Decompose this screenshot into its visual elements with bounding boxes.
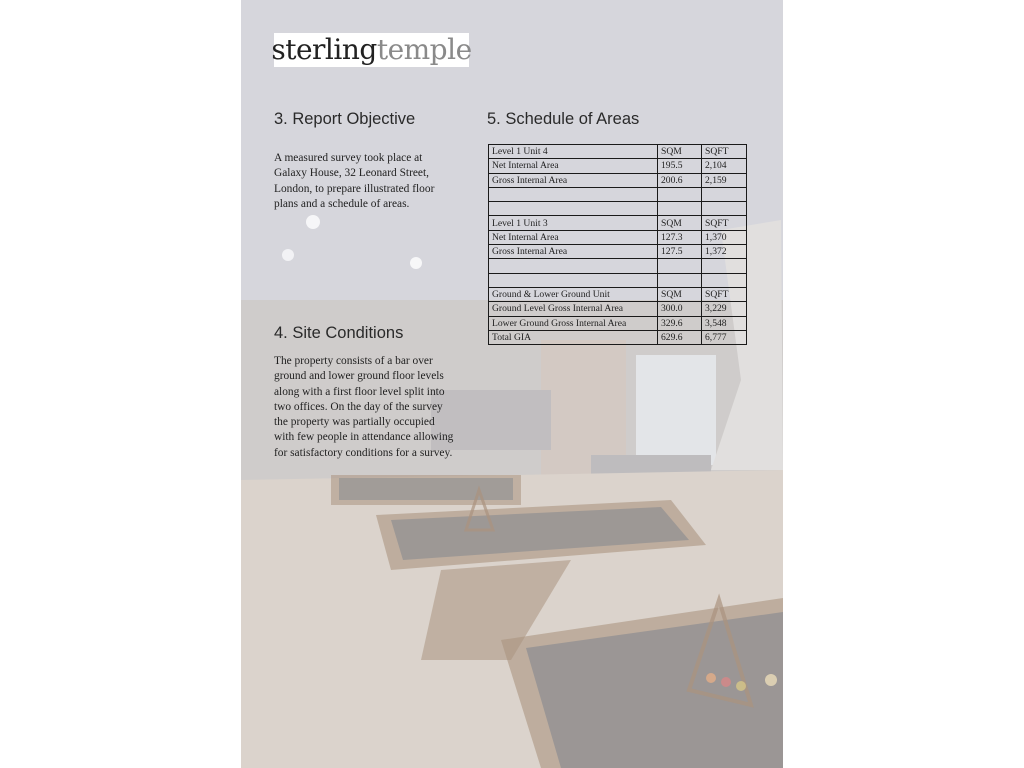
table-cell	[658, 259, 702, 273]
table-cell: Total GIA	[489, 330, 658, 344]
table-cell: Ground & Lower Ground Unit	[489, 287, 658, 301]
table-cell: Net Internal Area	[489, 159, 658, 173]
table-header-row	[489, 216, 747, 230]
table-cell: 1,370	[702, 230, 747, 244]
table-row	[489, 159, 747, 173]
schedule-heading: 5. Schedule of Areas	[487, 110, 640, 128]
table-cell: 2,159	[702, 173, 747, 187]
table-cell	[658, 273, 702, 287]
table-cell: 195.5	[658, 159, 702, 173]
table-cell: 300.0	[658, 302, 702, 316]
table-total-row	[489, 330, 747, 344]
table-cell: SQM	[658, 216, 702, 230]
table-row	[489, 173, 747, 187]
table-cell: Level 1 Unit 4	[489, 145, 658, 159]
table-spacer-row	[489, 202, 747, 216]
logo-light-text: temple	[376, 33, 472, 66]
table-spacer-row	[489, 259, 747, 273]
table-cell	[702, 273, 747, 287]
logo-strong-text: sterling	[271, 33, 377, 66]
table-cell	[702, 187, 747, 201]
table-cell: Lower Ground Gross Internal Area	[489, 316, 658, 330]
table-cell	[658, 202, 702, 216]
table-cell	[658, 187, 702, 201]
schedule-of-areas-table	[488, 144, 747, 345]
table-cell: 200.6	[658, 173, 702, 187]
table-cell: Net Internal Area	[489, 230, 658, 244]
table-row	[489, 245, 747, 259]
table-cell	[489, 273, 658, 287]
table-cell: 329.6	[658, 316, 702, 330]
table-cell	[489, 202, 658, 216]
table-cell: Level 1 Unit 3	[489, 216, 658, 230]
table-cell	[702, 202, 747, 216]
table-cell: Gross Internal Area	[489, 173, 658, 187]
table-spacer-row	[489, 273, 747, 287]
table-cell: 2,104	[702, 159, 747, 173]
table-cell: SQFT	[702, 145, 747, 159]
table-spacer-row	[489, 187, 747, 201]
table-cell: 127.5	[658, 245, 702, 259]
table-cell: 3,548	[702, 316, 747, 330]
table-header-row	[489, 145, 747, 159]
table-cell: 629.6	[658, 330, 702, 344]
table-cell	[489, 259, 658, 273]
table-cell: 1,372	[702, 245, 747, 259]
report-objective-body: A measured survey took place at Galaxy House, 32 Leonard Street, London, to prepare illustrated floor plans and a schedule of areas.	[274, 152, 435, 210]
table-cell: 6,777	[702, 330, 747, 344]
table-cell	[489, 187, 658, 201]
table-cell: SQM	[658, 145, 702, 159]
report-objective-heading: 3. Report Objective	[274, 110, 416, 128]
table-cell	[702, 259, 747, 273]
table-header-row	[489, 287, 747, 301]
site-conditions-heading: 4. Site Conditions	[274, 324, 404, 342]
table-cell: 3,229	[702, 302, 747, 316]
table-cell: SQM	[658, 287, 702, 301]
table-cell: Gross Internal Area	[489, 245, 658, 259]
document-page	[241, 0, 783, 768]
brand-logo	[271, 33, 472, 67]
table-cell: SQFT	[702, 287, 747, 301]
table-cell: SQFT	[702, 216, 747, 230]
table-cell: Ground Level Gross Internal Area	[489, 302, 658, 316]
table-row	[489, 230, 747, 244]
table-cell: 127.3	[658, 230, 702, 244]
table-row	[489, 316, 747, 330]
site-conditions-body: The property consists of a bar over ground and lower ground floor levels along with a first floor level split into two offices. On the day of the survey the property was partially occupied with few people in attendance allowing for satisfactory conditions for a survey.	[274, 355, 454, 459]
table-row	[489, 302, 747, 316]
